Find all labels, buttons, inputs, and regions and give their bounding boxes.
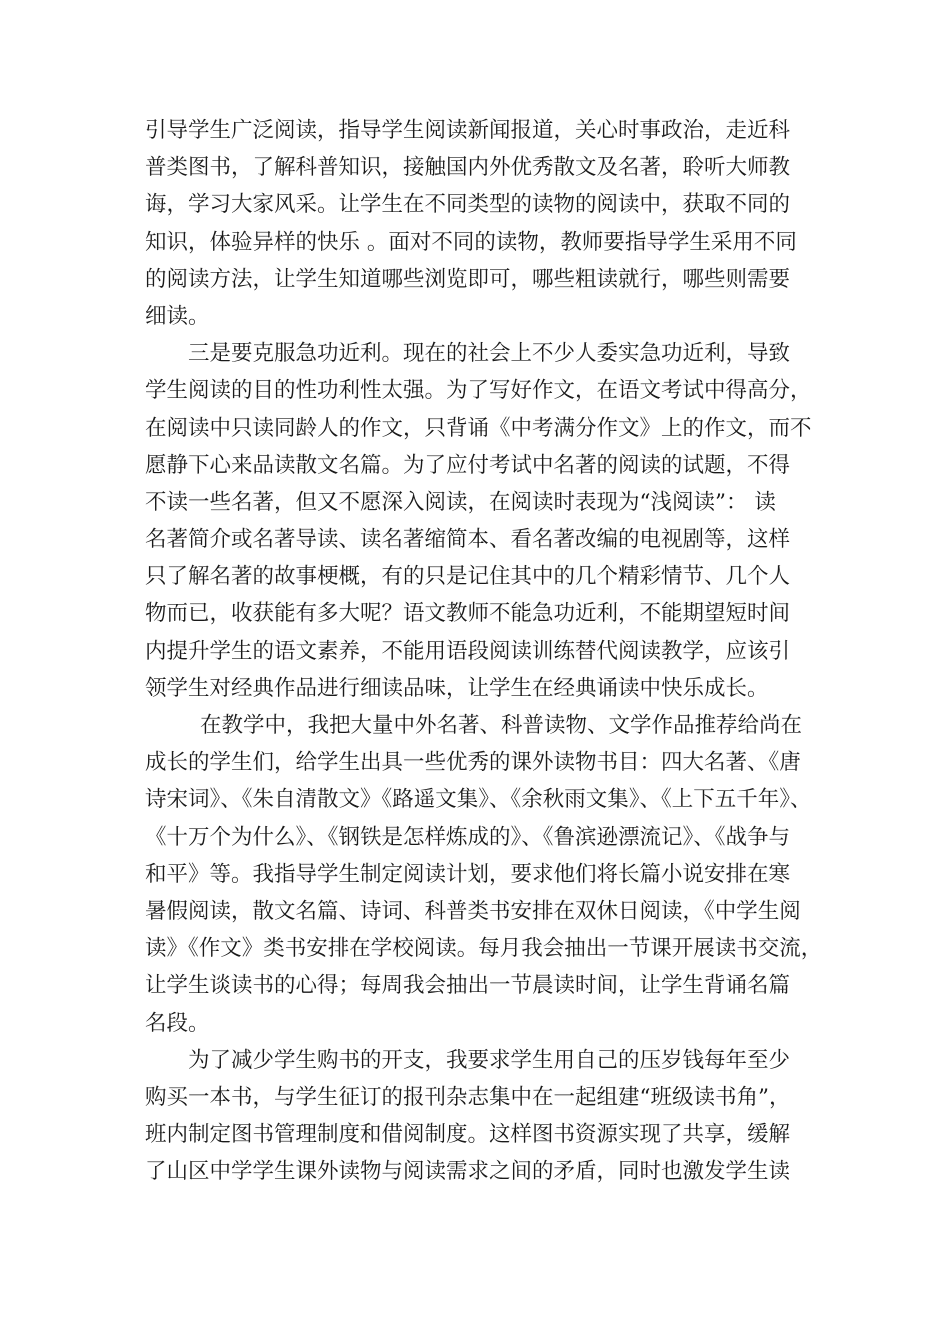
paragraph-avoid-utilitarian	[145, 335, 810, 707]
text-line: 了山区中学学生课外读物与阅读需求之间的矛盾，同时也激发学生读	[145, 1159, 791, 1185]
text-line: 购买一本书，与学生征订的报刊杂志集中在一起组建“班级读书角”，	[145, 1084, 791, 1110]
text-line: 普类图书，了解科普知识，接触国内外优秀散文及名著，聆听大师教	[145, 155, 791, 181]
text-line: 领学生对经典作品进行细读品味，让学生在经典诵读中快乐成长。	[145, 675, 769, 701]
text-line: 只了解名著的故事梗概，有的只是记住其中的几个精彩情节、几个人	[145, 564, 791, 590]
text-line: 让学生谈读书的心得；每周我会抽出一节晨读时间，让学生背诵名篇	[145, 973, 791, 999]
text-line: 诗宋词》、《朱自清散文》《路遥文集》、《余秋雨文集》、《上下五千年》、	[145, 787, 812, 813]
text-line: 为了减少学生购书的开支，我要求学生用自己的压岁钱每年至少	[188, 1047, 791, 1073]
text-line: 物而已，收获能有多大呢？语文教师不能急功近利，不能期望短时间	[145, 601, 791, 627]
text-line: 名段。	[145, 1010, 210, 1036]
text-line: 细读。	[145, 303, 210, 329]
text-line: 和平》等。我指导学生制定阅读计划，要求他们将长篇小说安排在寒	[145, 861, 791, 887]
body-text	[145, 112, 823, 1190]
text-line: 班内制定图书管理制度和借阅制度。这样图书资源实现了共享，缓解	[145, 1122, 791, 1148]
text-line: 不读一些名著，但又不愿深入阅读，在阅读时表现为“浅阅读”： 读	[145, 489, 776, 515]
paragraph-book-list	[145, 707, 823, 1042]
text-line: 名著简介或名著导读、读名著缩简本、看名著改编的电视剧等，这样	[145, 527, 791, 553]
paragraph-reading-types	[145, 112, 810, 335]
text-line: 诲，学习大家风采。让学生在不同类型的读物的阅读中，获取不同的	[145, 192, 791, 218]
text-line: 知识，体验异样的快乐 。面对不同的读物，教师要指导学生采用不同	[145, 229, 797, 255]
text-line: 在教学中，我把大量中外名著、科普读物、文学作品推荐给尚在	[200, 713, 803, 738]
text-line: 内提升学生的语文素养，不能用语段阅读训练替代阅读教学，应该引	[145, 638, 791, 664]
text-line: 引导学生广泛阅读，指导学生阅读新闻报道，关心时事政治，走近科	[145, 118, 791, 143]
text-line: 在阅读中只读同龄人的作文，只背诵《中考满分作文》上的作文，而不	[145, 415, 812, 441]
text-line: 暑假阅读，散文名篇、诗词、科普类书安排在双休日阅读，《中学生阅	[145, 898, 801, 924]
text-line: 读》《作文》类书安排在学校阅读。每月我会抽出一节课开展读书交流，	[145, 936, 823, 962]
text-line: 成长的学生们，给学生出具一些优秀的课外读物书目：四大名著、《唐	[145, 750, 801, 776]
text-line: 学生阅读的目的性功利性太强。为了写好作文，在语文考试中得高分，	[145, 378, 812, 404]
text-line: 《十万个为什么》、《钢铁是怎样炼成的》、《鲁滨逊漂流记》、《战争与	[145, 824, 791, 850]
text-line: 三是要克服急功近利。现在的社会上不少人委实急功近利，导致	[188, 341, 791, 367]
text-line: 的阅读方法，让学生知道哪些浏览即可，哪些粗读就行，哪些则需要	[145, 266, 791, 292]
paragraph-reading-corner	[145, 1042, 810, 1191]
text-line: 愿静下心来品读散文名篇。为了应付考试中名著的阅读的试题，不得	[145, 452, 791, 478]
